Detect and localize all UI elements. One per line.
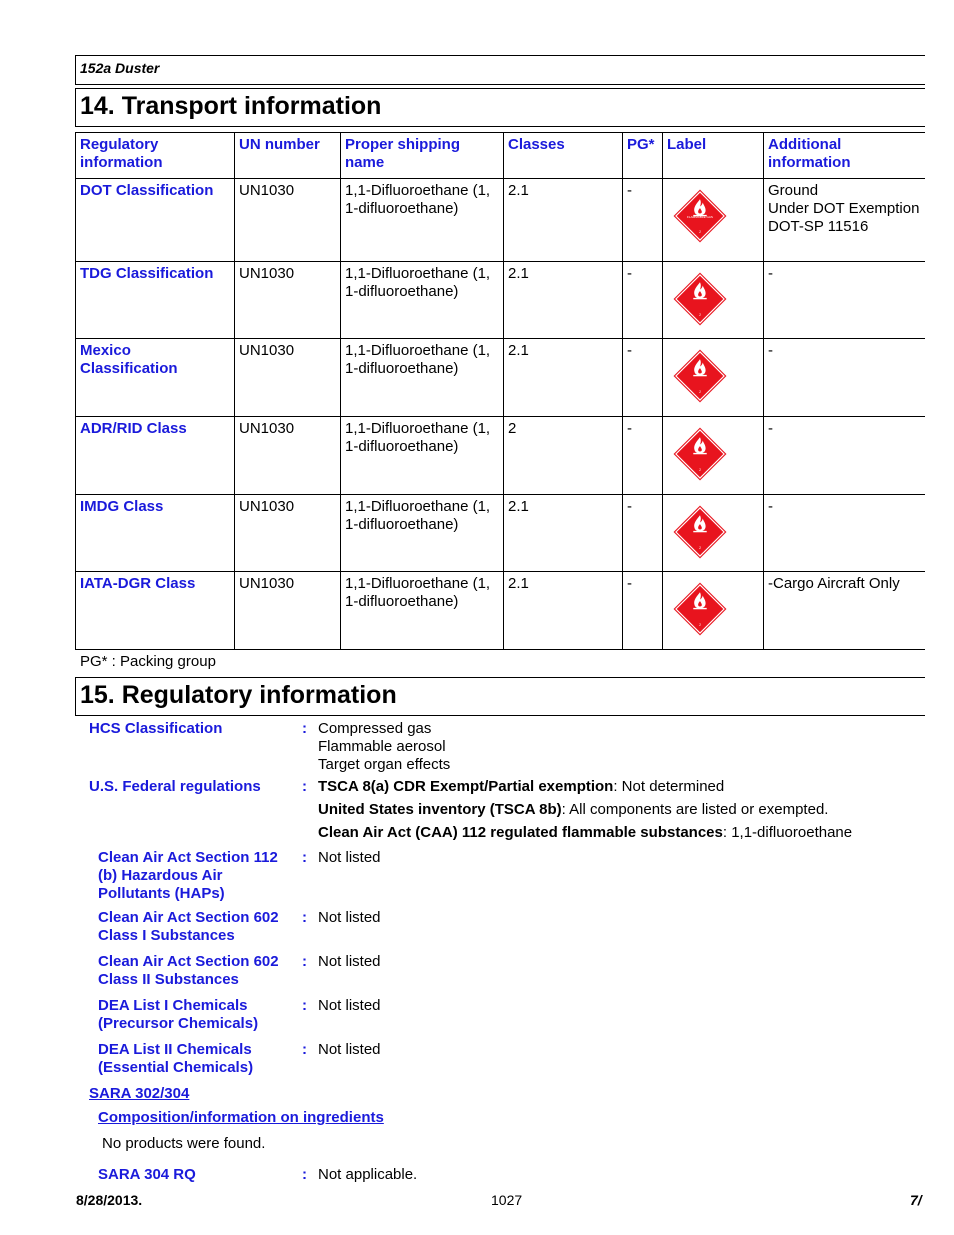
dea-list2-label: DEA List II Chemicals (Essential Chemicals) <box>98 1041 254 1076</box>
col-header-classes: Classes <box>504 133 623 179</box>
sara-304-rq-label: SARA 304 RQ <box>98 1166 196 1183</box>
col-header-pg: PG* <box>623 133 663 179</box>
flammable-gas-diamond-icon <box>672 581 728 637</box>
transport-table <box>75 132 925 650</box>
dea-list2-value: Not listed <box>318 1041 381 1058</box>
sara-302-304-heading: SARA 302/304 <box>89 1085 190 1102</box>
label-cell <box>663 262 764 339</box>
product-header <box>75 55 925 85</box>
shipping-name-cell: 1,1-Difluoroethane (1, 1-difluoroethane) <box>341 417 504 495</box>
hazard-class-number: 2 <box>699 312 701 317</box>
pg-cell: - <box>623 495 663 572</box>
caa-602-class1-value: Not listed <box>318 909 381 926</box>
composition-heading: Composition/information on ingredients <box>98 1109 384 1126</box>
additional-info-cell: - <box>764 495 925 572</box>
additional-info-cell: - <box>764 339 925 417</box>
regulatory-cell: TDG Classification <box>76 262 235 339</box>
pg-note: PG* : Packing group <box>80 653 216 670</box>
hcs-classification-label: HCS Classification <box>89 720 223 737</box>
additional-info-cell: Ground Under DOT Exemption DOT-SP 11516 <box>764 179 925 262</box>
us-federal-label: U.S. Federal regulations <box>89 778 261 795</box>
label-cell <box>663 495 764 572</box>
colon: : <box>302 909 307 926</box>
hcs-value: Compressed gas <box>318 720 432 737</box>
label-cell <box>663 572 764 650</box>
shipping-name-cell: 1,1-Difluoroethane (1, 1-difluoroethane) <box>341 262 504 339</box>
un-number-cell: UN1030 <box>235 179 341 262</box>
class-cell: 2.1 <box>504 495 623 572</box>
transport-row <box>76 572 925 650</box>
transport-row <box>76 339 925 417</box>
hcs-values <box>318 720 450 774</box>
un-number-cell: UN1030 <box>235 262 341 339</box>
regulatory-cell: DOT Classification <box>76 179 235 262</box>
colon: : <box>302 778 307 795</box>
hazard-class-number: 2 <box>699 622 701 627</box>
transport-row <box>76 262 925 339</box>
un-number-cell: UN1030 <box>235 417 341 495</box>
label-cell <box>663 417 764 495</box>
colon: : <box>302 1166 307 1183</box>
dea-list1-label: DEA List I Chemicals (Precursor Chemicals) <box>98 997 259 1032</box>
transport-header-row <box>76 133 925 179</box>
caa-602-class1-label: Clean Air Act Section 602 Class I Substances <box>98 909 279 944</box>
shipping-name-cell: 1,1-Difluoroethane (1, 1-difluoroethane) <box>341 339 504 417</box>
shipping-name-cell: 1,1-Difluoroethane (1, 1-difluoroethane) <box>341 495 504 572</box>
col-header-additional: Additional information <box>764 133 925 179</box>
flammable-gas-diamond-icon <box>672 188 728 244</box>
pg-cell: - <box>623 417 663 495</box>
product-name: 152a Duster <box>80 60 160 76</box>
label-cell <box>663 179 764 262</box>
hazard-class-number: 2 <box>699 467 701 472</box>
transport-row <box>76 417 925 495</box>
colon: : <box>302 720 307 737</box>
sara-304-rq-value: Not applicable. <box>318 1166 418 1183</box>
shipping-name-cell: 1,1-Difluoroethane (1, 1-difluoroethane) <box>341 179 504 262</box>
label-cell <box>663 339 764 417</box>
class-cell: 2.1 <box>504 572 623 650</box>
regulatory-cell: Mexico Classification <box>76 339 235 417</box>
colon: : <box>302 1041 307 1058</box>
transport-row <box>76 495 925 572</box>
pg-cell: - <box>623 572 663 650</box>
col-header-un-number: UN number <box>235 133 341 179</box>
caa-602-class2-value: Not listed <box>318 953 381 970</box>
no-products-text: No products were found. <box>102 1135 266 1152</box>
flammable-gas-diamond-icon <box>672 271 728 327</box>
class-cell: 2.1 <box>504 339 623 417</box>
regulatory-cell: IATA-DGR Class <box>76 572 235 650</box>
caa-112b-label: Clean Air Act Section 112 (b) Hazardous Air Pollutants (HAPs) <box>98 849 278 902</box>
additional-info-cell: - <box>764 262 925 339</box>
federal-items <box>318 778 918 842</box>
shipping-name-cell: 1,1-Difluoroethane (1, 1-difluoroethane) <box>341 572 504 650</box>
hazard-class-number: 2 <box>699 545 701 550</box>
flammable-gas-diamond-icon <box>672 348 728 404</box>
footer-page-number: 7/ <box>910 1192 922 1208</box>
hcs-value: Flammable aerosol <box>318 738 446 755</box>
un-number-cell: UN1030 <box>235 572 341 650</box>
pg-cell: - <box>623 179 663 262</box>
caa-112b-value: Not listed <box>318 849 381 866</box>
pg-cell: - <box>623 339 663 417</box>
col-header-regulatory: Regulatory information <box>76 133 235 179</box>
class-cell: 2.1 <box>504 262 623 339</box>
class-cell: 2 <box>504 417 623 495</box>
footer-page-code: 1027 <box>491 1192 523 1208</box>
hcs-value: Target organ effects <box>318 756 451 773</box>
section-14-title: 14. Transport information <box>80 92 382 120</box>
section-15-header <box>75 677 925 716</box>
federal-item: TSCA 8(a) CDR Exempt/Partial exemption: Not determined <box>318 778 725 795</box>
hazard-label-text: FLAMMABLE GAS <box>686 215 714 220</box>
footer-date: 8/28/2013. <box>76 1192 143 1208</box>
federal-item: Clean Air Act (CAA) 112 regulated flammable substances: 1,1-difluoroethane <box>318 824 853 841</box>
un-number-cell: UN1030 <box>235 339 341 417</box>
colon: : <box>302 997 307 1014</box>
pg-cell: - <box>623 262 663 339</box>
flammable-gas-diamond-icon <box>672 504 728 560</box>
colon: : <box>302 849 307 866</box>
hazard-class-number: 2 <box>699 229 701 234</box>
col-header-shipping-name: Proper shipping name <box>341 133 504 179</box>
col-header-label: Label <box>663 133 764 179</box>
un-number-cell: UN1030 <box>235 495 341 572</box>
additional-info-cell: -Cargo Aircraft Only <box>764 572 925 650</box>
regulatory-cell: IMDG Class <box>76 495 235 572</box>
section-14-header <box>75 88 925 127</box>
dea-list1-value: Not listed <box>318 997 381 1014</box>
class-cell: 2.1 <box>504 179 623 262</box>
additional-info-cell: - <box>764 417 925 495</box>
regulatory-cell: ADR/RID Class <box>76 417 235 495</box>
flammable-gas-diamond-icon <box>672 426 728 482</box>
section-15-title: 15. Regulatory information <box>80 681 397 709</box>
transport-row <box>76 179 925 262</box>
federal-item: United States inventory (TSCA 8b): All components are listed or exempted. <box>318 801 829 818</box>
colon: : <box>302 953 307 970</box>
caa-602-class2-label: Clean Air Act Section 602 Class II Substances <box>98 953 279 988</box>
hazard-class-number: 2 <box>699 389 701 394</box>
